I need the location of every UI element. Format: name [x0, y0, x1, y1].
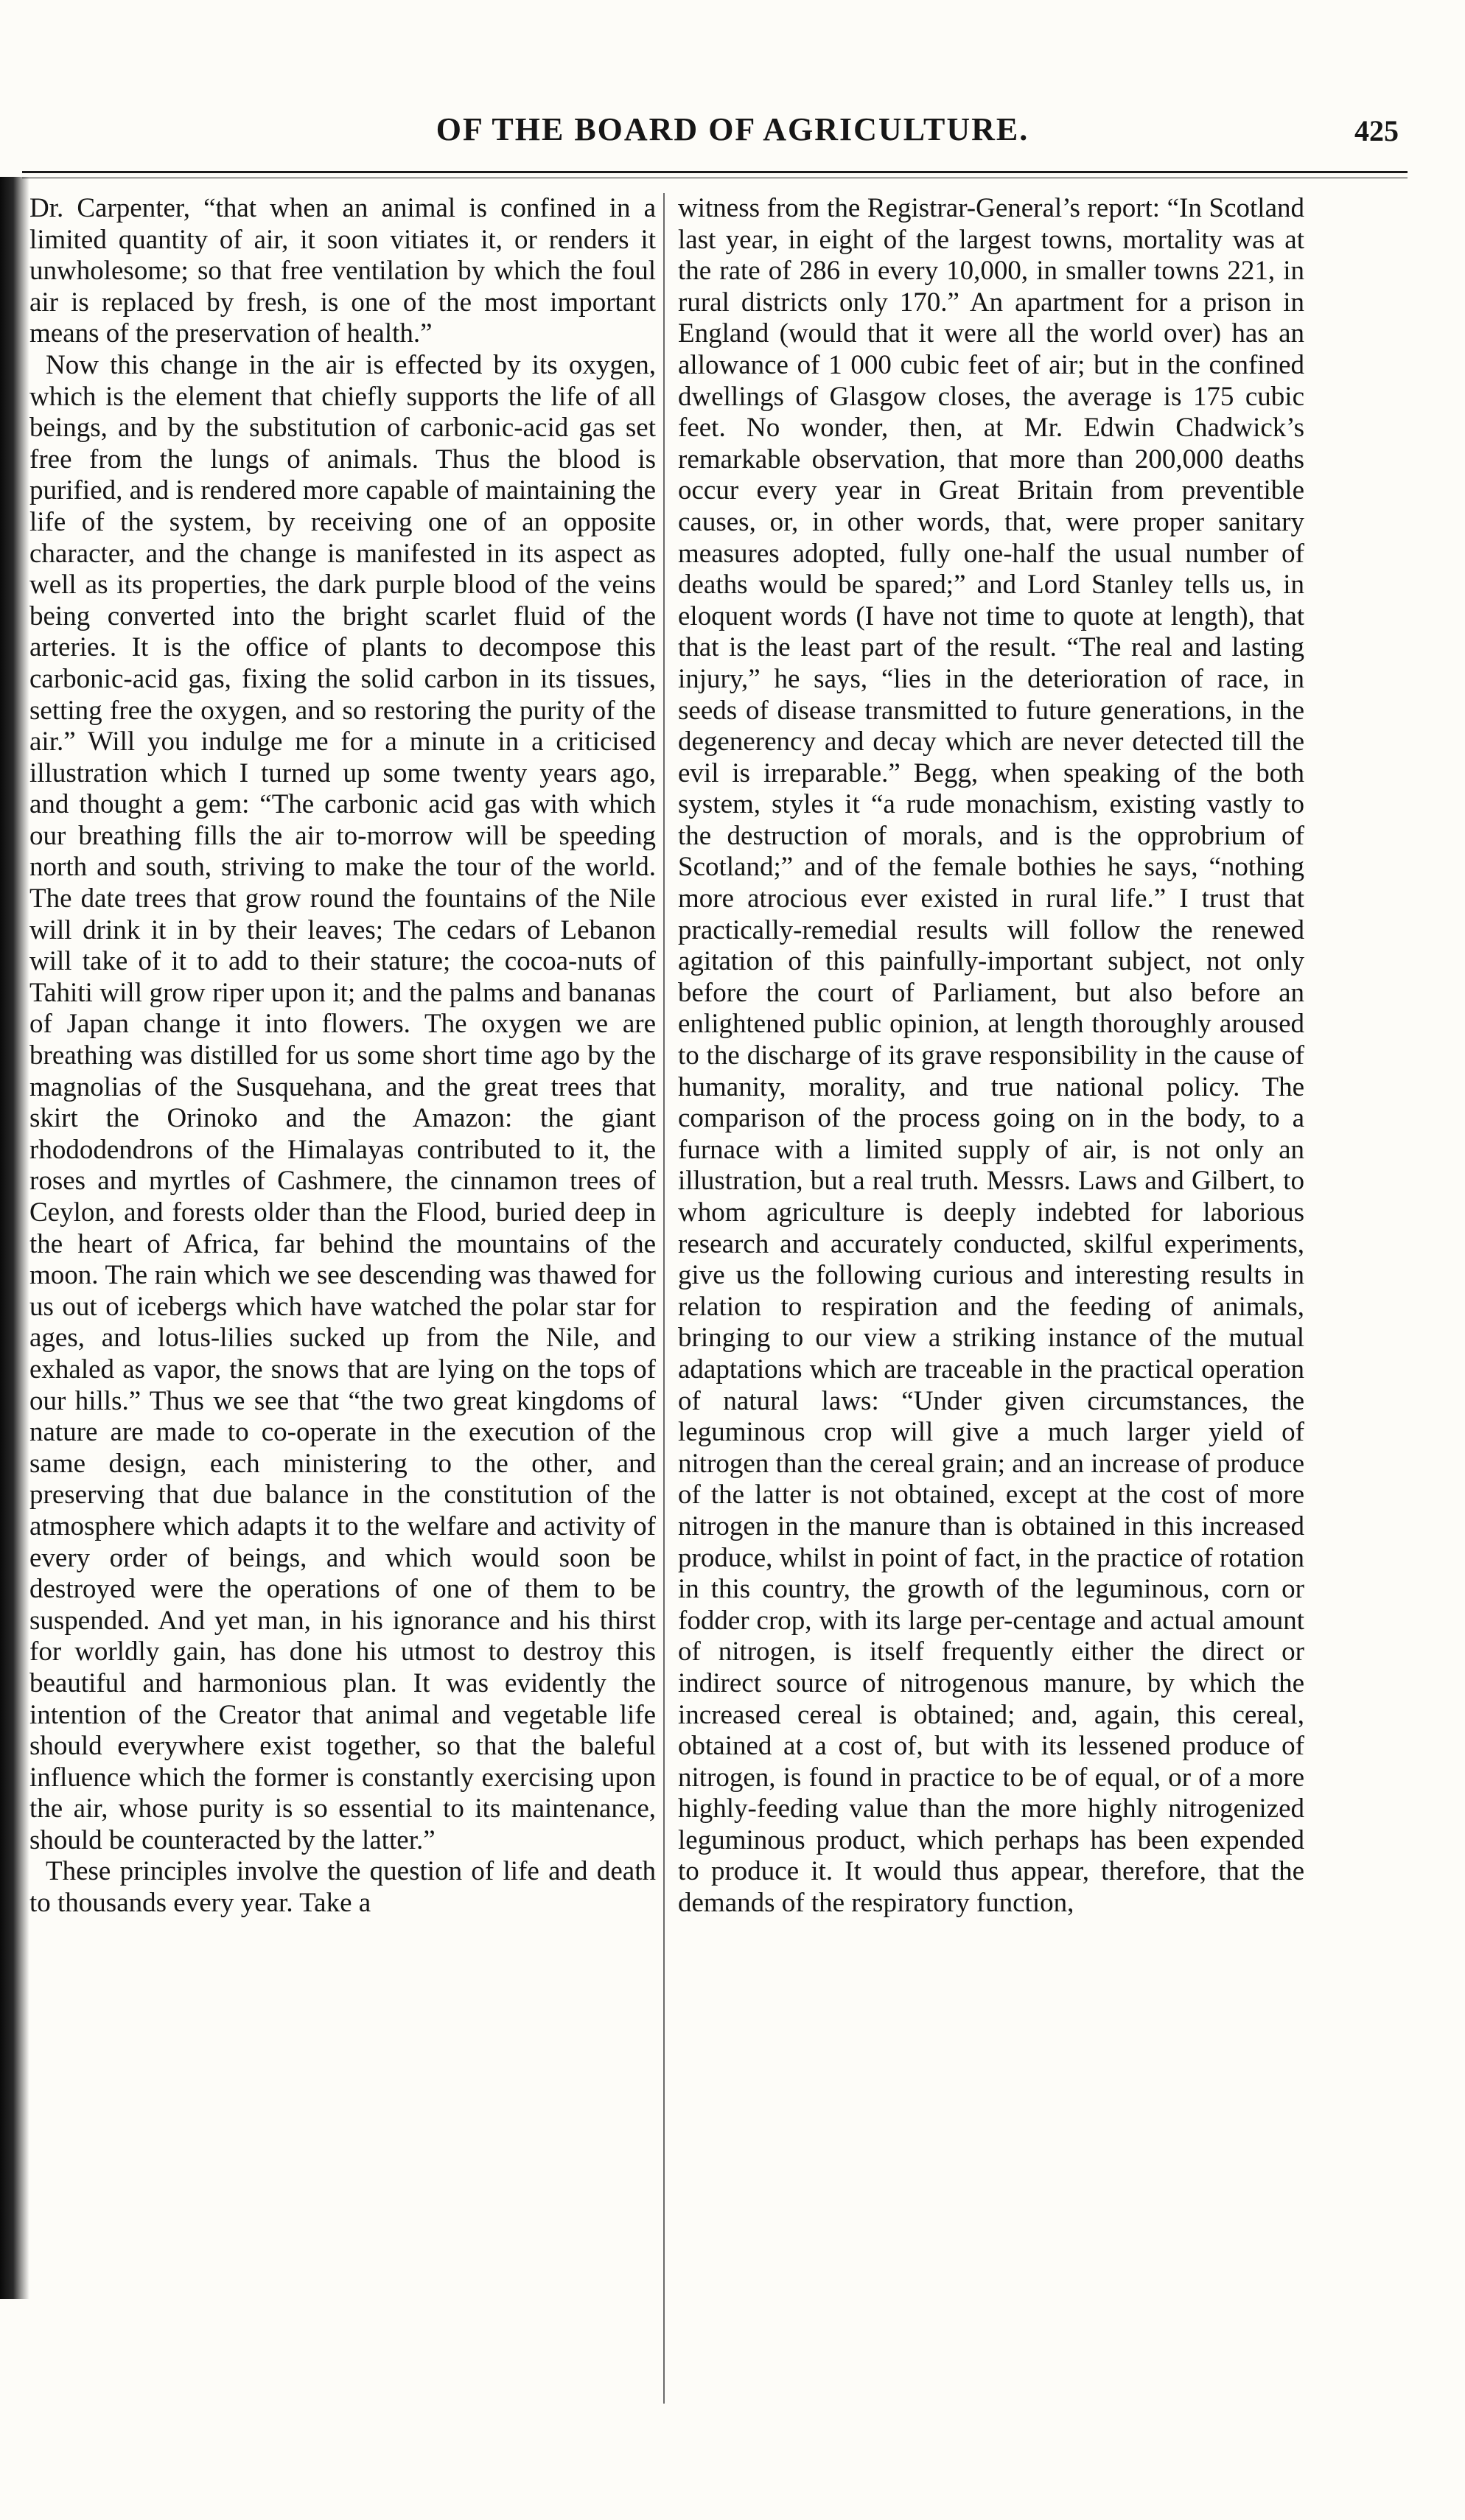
scan-binding-shadow	[0, 177, 29, 2299]
left-column	[29, 193, 656, 2448]
column-divider	[663, 193, 665, 2404]
header-rule	[22, 171, 1408, 178]
paragraph: witness from the Registrar-General’s report: “In Scotland last year, in eight of the largest towns, mortality was at the rate of 286 in every 10,000, in smaller towns 221, in rural districts only 170.” An apartment for a prison in England (would that it were all the world over) has an allowance of 1 000 cubic feet of air; but in the confined dwellings of Glasgow closes, the average is 175 cubic feet. No wonder, then, at Mr. Edwin Chadwick’s remarkable observation, that more than 200,000 deaths occur every year in Great Britain from preventible causes, or, in other words, that, were proper sanitary measures adopted, fully one-half the usual number of deaths would be spared;” and Lord Stanley tells us, in eloquent words (I have not time to quote at length), that that is the least part of the result. “The real and lasting injury,” he says, “lies in the deterioration of race, in seeds of disease transmitted to future generations, in the degenerency and decay which are never detected till the evil is irreparable.” Begg, when speaking of the both system, styles it “a rude monachism, existing vastly to the destruction of morals, and is the opprobrium of Scotland;” and of the female bothies he says, “nothing more atrocious ever existed in rural life.” I trust that practically-remedial results will follow the renewed agitation of this painfully-important subject, not only before the court of Parliament, but also before an enlightened public opinion, at length thoroughly aroused to the discharge of its grave responsibility in the cause of humanity, morality, and true national policy. The comparison of the process going on in the body, to a furnace with a limited supply of air, is not only an illustration, but a real truth. Messrs. Laws and Gilbert, to whom agriculture is deeply indebted for laborious research and accurately conducted, skilful experiments, give us the following curious and interesting results in relation to respiration and the feeding of animals, bringing to our view a striking instance of the mutual adaptations which are traceable in the practical operation of natural laws: “Under given circumstances, the leguminous crop will give a much larger yield of nitrogen than the cereal grain; and an increase of produce of the latter is not obtained, except at the cost of more nitrogen in the manure than is obtained in this increased produce, whilst in point of fact, in the practice of rotation in this country, the growth of the leguminous, corn or fodder crop, with its large per-centage and actual amount of nitrogen, is itself frequently either the direct or indirect source of nitrogenous manure, by which the increased cereal is obtained; and, again, this cereal, obtained at a cost of, but with its lessened produce of nitrogen, is found in practice to be of equal, or of a more highly-feeding value than the more highly nitrogenized leguminous product, which perhaps has been expended to produce it. It would thus appear, therefore, that the demands of the respiratory function,	[678, 193, 1304, 1919]
right-column	[678, 193, 1304, 2448]
running-title: OF THE BOARD OF AGRICULTURE.	[436, 111, 1029, 147]
page-header	[0, 111, 1465, 169]
paragraph: Now this change in the air is effected by its oxygen, which is the element that chiefly supports the life of all beings, and by the substitution of carbonic-acid gas set free from the lungs of animals. Thus the blood is purified, and is rendered more capable of maintaining the life of the system, by receiving one of an opposite character, and the change is manifested in its aspect as well as its properties, the dark purple blood of the veins being converted into the bright scarlet fluid of the arteries. It is the office of plants to decompose this carbonic-acid gas, fixing the solid carbon in its tissues, setting free the oxygen, and so restoring the purity of the air.” Will you indulge me for a minute in a criticised illustration which I turned up some twenty years ago, and thought a gem: “The carbonic acid gas with which our breathing fills the air to-morrow will be speeding north and south, striving to make the tour of the world. The date trees that grow round the fountains of the Nile will drink it in by their leaves; The cedars of Lebanon will take of it to add to their stature; the cocoa-nuts of Tahiti will grow riper upon it; and the palms and bananas of Japan change it into flowers. The oxygen we are breathing was distilled for us some short time ago by the magnolias of the Susquehana, and the great trees that skirt the Orinoko and the Amazon: the giant rhododendrons of the Himalayas contributed to it, the roses and myrtles of Cashmere, the cinnamon trees of Ceylon, and forests older than the Flood, buried deep in the heart of Africa, far behind the mountains of the moon. The rain which we see descending was thawed for us out of icebergs which have watched the polar star for ages, and lotus-lilies sucked up from the Nile, and exhaled as vapor, the snows that are lying on the tops of our hills.” Thus we see that “the two great kingdoms of nature are made to co-operate in the execution of the same design, each ministering to the other, and preserving that due balance in the constitution of the atmosphere which adapts it to the welfare and activity of every order of beings, and which would soon be destroyed were the operations of one of them to be suspended. And yet man, in his ignorance and his thirst for worldly gain, has done his utmost to destroy this beautiful and harmonious plan. It was evidently the intention of the Creator that animal and vegetable life should everywhere exist together, so that the baleful influence which the former is constantly exercising upon the air, whose purity is so essential to its maintenance, should be counteracted by the latter.”	[29, 349, 656, 1855]
paragraph: These principles involve the question of life and death to thousands every year. Take a	[29, 1856, 656, 1919]
paragraph: Dr. Carpenter, “that when an animal is confined in a limited quantity of air, it soon vitiates it, or renders it unwholesome; so that free ventilation by which the foul air is replaced by fresh, is one of the most important means of the preservation of health.”	[29, 193, 656, 349]
page-number: 425	[1354, 114, 1399, 147]
